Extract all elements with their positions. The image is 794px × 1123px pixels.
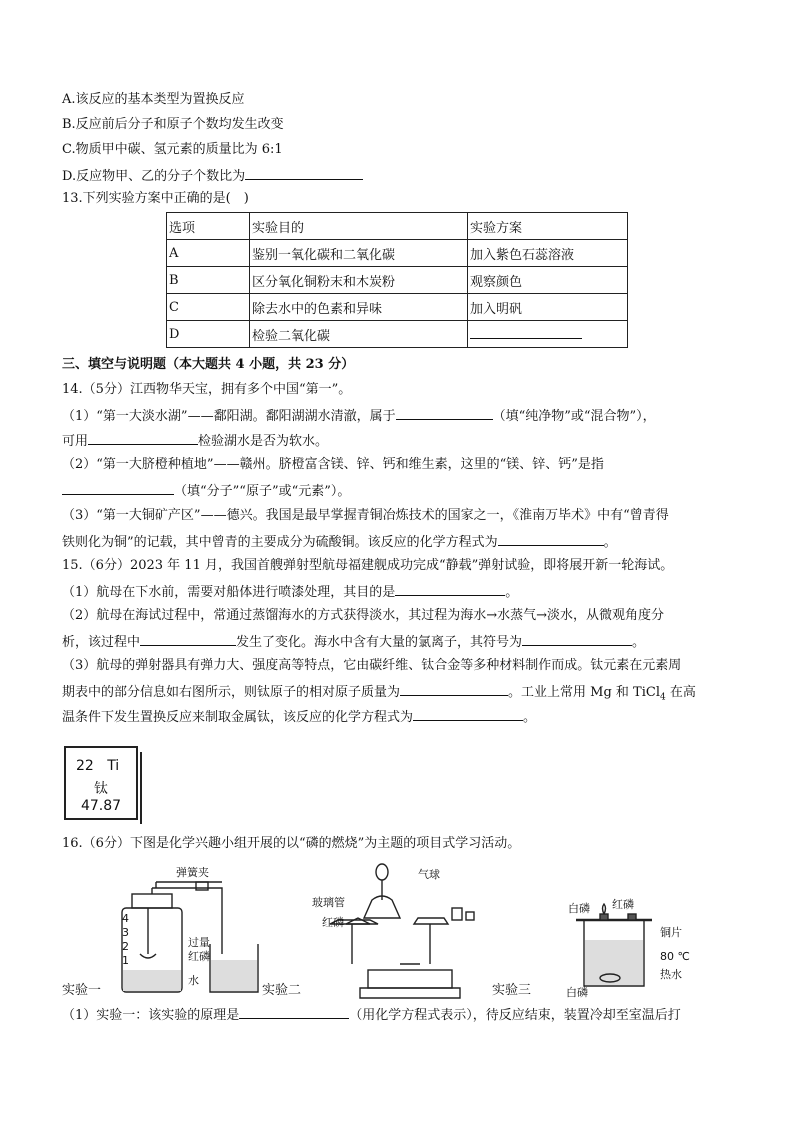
question-15-stem: 15.（6分）2023 年 11 月，我国首艘弹射型航母福建舰成功完成“静载”弹射试验，即将展开新一轮海试。 bbox=[62, 558, 674, 573]
q15-part3-line1: （3）航母的弹射器具有弹力大、强度高等特点，它由碳纤维、钛合金等多种材料制作而成。钛元素在元素周 bbox=[62, 658, 682, 673]
q15-part3-line2 bbox=[62, 681, 696, 708]
label-glass-tube: 玻璃管 bbox=[312, 896, 345, 909]
atomic-mass: 47.87 bbox=[80, 798, 122, 814]
q14-part3-line1: （3）“第一大铜矿产区”——德兴。我国是最早掌握青铜冶炼技术的国家之一，《淮南万毕术》中有“曾青得 bbox=[62, 508, 669, 523]
label-tick-4: 4 bbox=[122, 912, 129, 925]
q14-part1-line1 bbox=[62, 405, 656, 427]
answer-blank[interactable] bbox=[522, 631, 632, 646]
table-cell[interactable] bbox=[468, 321, 628, 348]
table-row bbox=[167, 240, 628, 267]
text: （1）实验一：该实验的原理是 bbox=[62, 1008, 240, 1023]
q15-part2-line1: （2）航母在海试过程中，常通过蒸馏海水的方式获得淡水，其过程为海水→水蒸气→淡水，从微观角度分 bbox=[62, 608, 665, 623]
table-cell: 除去水中的色素和异味 bbox=[250, 294, 468, 321]
answer-blank[interactable] bbox=[88, 430, 198, 445]
titanium-element-card bbox=[64, 746, 138, 820]
q16-part1 bbox=[62, 1004, 681, 1026]
text: 。 bbox=[632, 635, 646, 650]
table-cell: B bbox=[167, 267, 250, 294]
label-experiment-2: 实验二 bbox=[262, 983, 302, 998]
text: 。工业上常用 Mg 和 TiCl bbox=[508, 685, 660, 700]
element-symbol: Ti bbox=[107, 758, 120, 774]
answer-blank[interactable] bbox=[62, 480, 174, 495]
text: 铁则化为铜”的记载，其中曾青的主要成分为硫酸铜。该反应的化学方程式为 bbox=[62, 535, 498, 550]
label-copper-sheet: 铜片 bbox=[660, 926, 682, 939]
answer-blank[interactable] bbox=[239, 1004, 349, 1019]
table-cell: 加入明矾 bbox=[468, 294, 628, 321]
table-row bbox=[167, 267, 628, 294]
table-header: 实验方案 bbox=[468, 213, 628, 240]
answer-blank[interactable] bbox=[140, 631, 236, 646]
q15-part1 bbox=[62, 581, 518, 603]
text: 。 bbox=[603, 535, 617, 550]
label-excess: 过量 bbox=[188, 936, 210, 949]
table-cell: 观察颜色 bbox=[468, 267, 628, 294]
text: （1）“第一大淡水湖”——鄱阳湖。鄱阳湖湖水清澈，属于 bbox=[62, 409, 396, 424]
question-16-stem: 16.（6分）下图是化学兴趣小组开展的以“磷的燃烧”为主题的项目式学习活动。 bbox=[62, 836, 521, 851]
table-cell: D bbox=[167, 321, 250, 348]
table-header: 选项 bbox=[167, 213, 250, 240]
answer-blank[interactable] bbox=[413, 706, 523, 721]
experiment-options-table bbox=[166, 212, 628, 348]
label-red-phosphorus-1: 红磷 bbox=[188, 950, 210, 963]
text: 检验湖水是否为软水。 bbox=[198, 434, 329, 449]
table-header-row bbox=[167, 213, 628, 240]
element-header bbox=[76, 758, 119, 774]
section-title: 三、填空与说明题（本大题共 4 小题，共 23 分） bbox=[62, 357, 355, 372]
question-14-stem: 14.（5分）江西物华天宝，拥有多个中国“第一”。 bbox=[62, 382, 352, 397]
table-row bbox=[167, 294, 628, 321]
text: 温条件下发生置换反应来制取金属钛，该反应的化学方程式为 bbox=[62, 710, 414, 725]
label-water: 水 bbox=[188, 974, 199, 987]
answer-blank[interactable] bbox=[470, 326, 582, 339]
text: （用化学方程式表示），待反应结束，装置冷却至室温后打 bbox=[349, 1008, 681, 1023]
option-b: B.反应前后分子和原子个数均发生改变 bbox=[62, 117, 284, 132]
label-red-phosphorus-3: 红磷 bbox=[612, 898, 634, 911]
q14-part3-line2 bbox=[62, 531, 617, 553]
table-cell: 区分氧化铜粉末和木炭粉 bbox=[250, 267, 468, 294]
label-red-phosphorus-2: 红磷 bbox=[322, 916, 344, 929]
q14-part1-line2 bbox=[62, 430, 328, 452]
option-a: A.该反应的基本类型为置换反应 bbox=[62, 92, 245, 107]
text: （1）航母在下水前，需要对船体进行喷漆处理，其目的是 bbox=[62, 585, 396, 600]
label-experiment-1: 实验一 bbox=[62, 983, 102, 998]
label-experiment-3: 实验三 bbox=[492, 983, 532, 998]
text: 在高 bbox=[665, 685, 696, 700]
text: （填“纯净物”或“混合物”）， bbox=[492, 409, 656, 424]
q14-part2-line2 bbox=[62, 480, 350, 502]
table-row bbox=[167, 321, 628, 348]
answer-blank[interactable] bbox=[245, 165, 363, 180]
question-13-stem: 13.下列实验方案中正确的是( ) bbox=[62, 191, 249, 206]
option-d bbox=[62, 165, 363, 187]
text: 发生了变化。海水中含有大量的氯离子，其符号为 bbox=[236, 635, 523, 650]
label-tick-1: 1 bbox=[122, 954, 129, 967]
label-hot-water: 热水 bbox=[660, 968, 682, 981]
text: （填“分子”“原子”或“元素”）。 bbox=[174, 484, 351, 499]
answer-blank[interactable] bbox=[396, 405, 493, 420]
label-tick-2: 2 bbox=[122, 940, 129, 953]
answer-blank[interactable] bbox=[395, 581, 505, 596]
text: 可用 bbox=[62, 434, 89, 449]
spring-clamp bbox=[196, 882, 208, 890]
answer-blank[interactable] bbox=[400, 681, 508, 696]
label-tick-3: 3 bbox=[122, 926, 129, 939]
q14-part2-line1: （2）“第一大脐橙种植地”——赣州。脐橙富含镁、锌、钙和维生素，这里的“镁、锌、钙”是指 bbox=[62, 457, 604, 472]
balloon bbox=[376, 864, 388, 880]
bottle-stopper bbox=[132, 894, 172, 908]
text: 析，该过程中 bbox=[62, 635, 141, 650]
table-cell: 鉴别一氧化碳和二氧化碳 bbox=[250, 240, 468, 267]
element-name: 钛 bbox=[94, 781, 108, 797]
subscript: 4 bbox=[659, 692, 666, 703]
answer-blank[interactable] bbox=[498, 531, 604, 546]
label-white-phosphorus-2: 白磷 bbox=[566, 986, 588, 999]
experiment-figure bbox=[0, 860, 794, 1005]
text: 期表中的部分信息如右图所示，则钛原子的相对原子质量为 bbox=[62, 685, 401, 700]
table-cell: 加入紫色石蕊溶液 bbox=[468, 240, 628, 267]
table-header: 实验目的 bbox=[250, 213, 468, 240]
option-c: C.物质甲中碳、氢元素的质量比为 6:1 bbox=[62, 142, 283, 157]
label-spring-clamp: 弹簧夹 bbox=[176, 866, 209, 879]
label-balloon: 气球 bbox=[418, 868, 440, 881]
option-d-text: D.反应物甲、乙的分子个数比为 bbox=[62, 169, 246, 184]
text: 。 bbox=[505, 585, 519, 600]
atomic-number: 22 bbox=[76, 758, 94, 774]
text: 。 bbox=[523, 710, 537, 725]
table-cell: C bbox=[167, 294, 250, 321]
q15-part2-line2 bbox=[62, 631, 645, 653]
balance-base bbox=[360, 988, 460, 998]
q15-part3-line3 bbox=[62, 706, 536, 728]
table-cell: 检验二氧化碳 bbox=[250, 321, 468, 348]
label-white-phosphorus: 白磷 bbox=[568, 902, 590, 915]
table-cell: A bbox=[167, 240, 250, 267]
label-temperature: 80 ℃ bbox=[660, 950, 690, 963]
